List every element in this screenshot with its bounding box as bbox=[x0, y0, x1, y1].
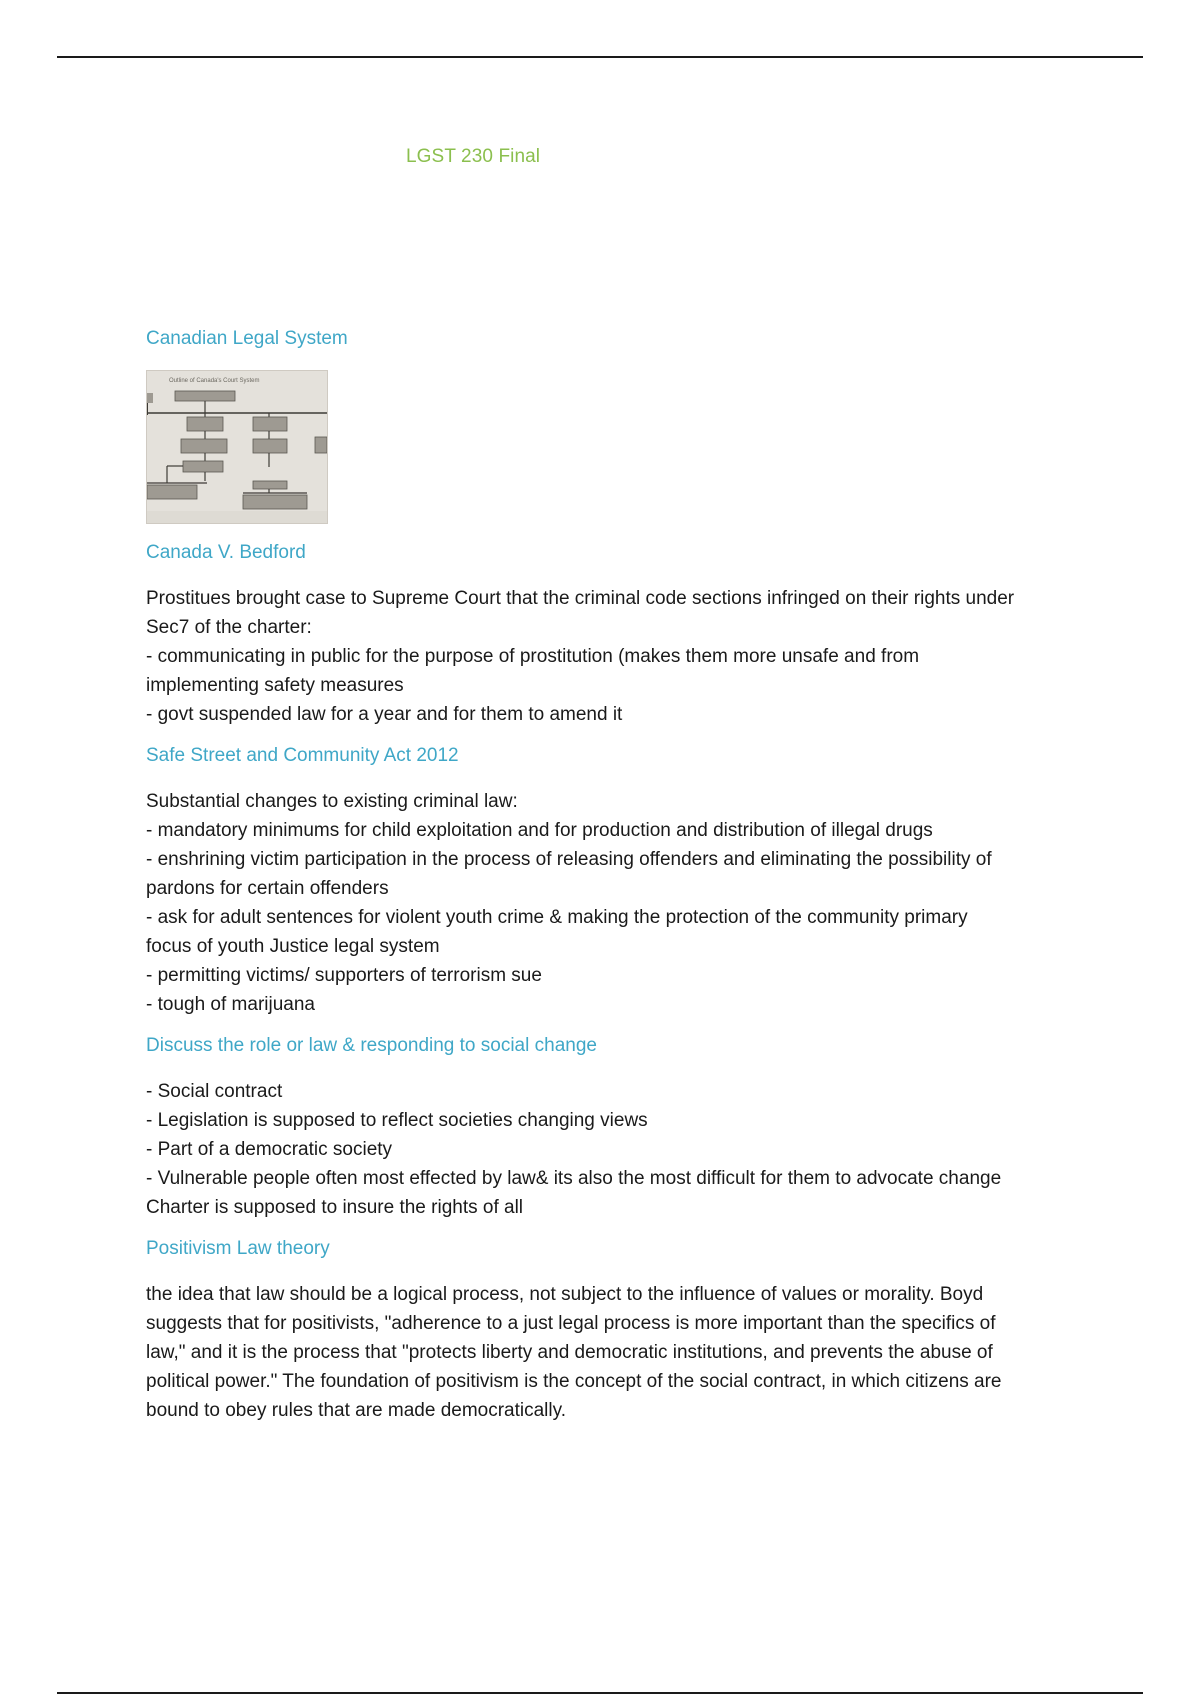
body-line: - tough of marijuana bbox=[146, 994, 315, 1015]
body-line: pardons for certain offenders bbox=[146, 878, 389, 899]
top-rule bbox=[57, 56, 1143, 58]
body-line: - Vulnerable people often most effected by law& its also the most difficult for them to advocate change bbox=[146, 1168, 1002, 1189]
body-line: - permitting victims/ supporters of terrorism sue bbox=[146, 965, 542, 986]
body-line: - Social contract bbox=[146, 1081, 283, 1102]
figure-caption: Outline of Canada's Court System bbox=[169, 378, 260, 384]
body-line: - Part of a democratic society bbox=[146, 1139, 393, 1160]
section-heading-role-of-law: Discuss the role or law & responding to social change bbox=[146, 1035, 597, 1056]
section-heading-safe-street-act: Safe Street and Community Act 2012 bbox=[146, 745, 459, 766]
section-heading-canadian-legal-system: Canadian Legal System bbox=[146, 328, 348, 349]
court-system-chart-image bbox=[146, 370, 328, 524]
body-line: - communicating in public for the purpose of prostitution (makes them more unsafe and from bbox=[146, 646, 920, 667]
section-body-canada-v-bedford bbox=[146, 584, 1086, 729]
body-line: suggests that for positivists, "adherence to a just legal process is more important than the specifics of bbox=[146, 1313, 996, 1334]
section-body-positivism bbox=[146, 1280, 1086, 1425]
body-line: - Legislation is supposed to reflect societies changing views bbox=[146, 1110, 648, 1131]
body-line: - enshrining victim participation in the process of releasing offenders and eliminating the possibility of bbox=[146, 849, 992, 870]
body-line: - mandatory minimums for child exploitation and for production and distribution of illegal drugs bbox=[146, 820, 933, 841]
document-body bbox=[146, 326, 1086, 1439]
body-line: Charter is supposed to insure the rights of all bbox=[146, 1197, 524, 1218]
body-line: political power." The foundation of positivism is the concept of the social contract, in which citizens are bbox=[146, 1371, 1002, 1392]
section-body-role-of-law bbox=[146, 1077, 1086, 1222]
body-line: Substantial changes to existing criminal law: bbox=[146, 791, 518, 812]
body-line: bound to obey rules that are made democratically. bbox=[146, 1400, 566, 1421]
section-body-safe-street-act bbox=[146, 787, 1086, 1019]
body-line: Prostitues brought case to Supreme Court that the criminal code sections infringed on their rights under bbox=[146, 588, 1015, 609]
section-heading-positivism: Positivism Law theory bbox=[146, 1238, 330, 1259]
body-line: focus of youth Justice legal system bbox=[146, 936, 440, 957]
section-heading-canada-v-bedford: Canada V. Bedford bbox=[146, 542, 306, 563]
court-system-chart-graphic bbox=[147, 371, 327, 523]
body-line: the idea that law should be a logical process, not subject to the influence of values or morality. Boyd bbox=[146, 1284, 984, 1305]
body-line: law," and it is the process that "protects liberty and democratic institutions, and prevents the abuse of bbox=[146, 1342, 993, 1363]
body-line: Sec7 of the charter: bbox=[146, 617, 312, 638]
body-line: implementing safety measures bbox=[146, 675, 404, 696]
body-line: - ask for adult sentences for violent youth crime & making the protection of the community primary bbox=[146, 907, 968, 928]
bottom-rule bbox=[57, 1692, 1143, 1694]
body-line: - govt suspended law for a year and for them to amend it bbox=[146, 704, 623, 725]
document-title: LGST 230 Final bbox=[406, 146, 541, 167]
